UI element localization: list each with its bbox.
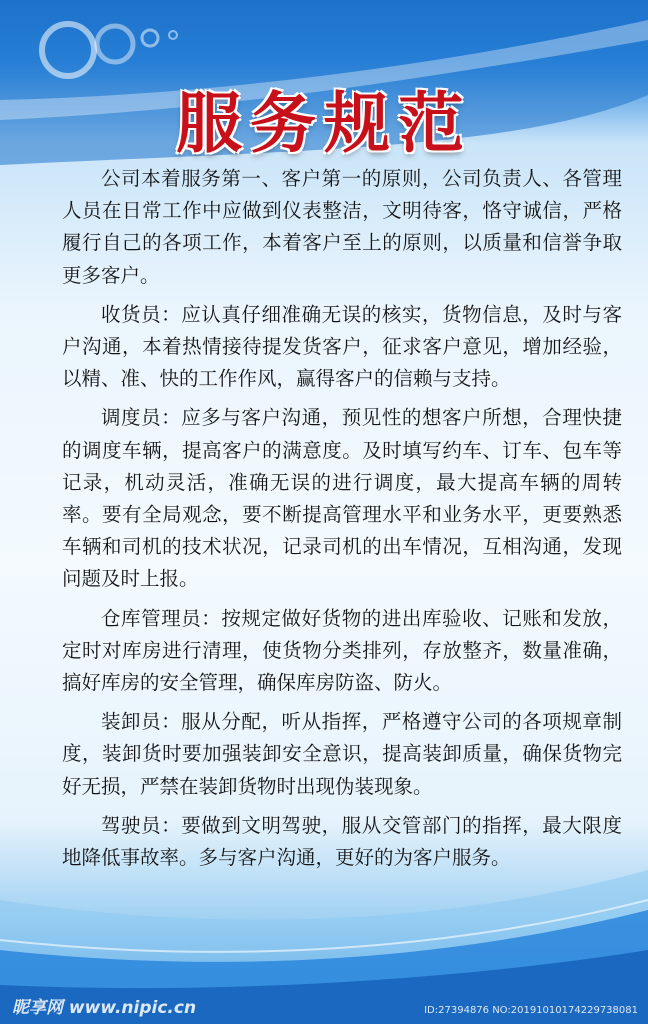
watermark-id: ID:27394876 NO:20191010174229738081 (424, 1005, 638, 1016)
paragraph-receiver: 收货员：应认真仔细准确无误的核实，货物信息，及时与客户沟通，本着热情接待提发货客户，征求客户意见，增加经验，以精、准、快的工作作风，赢得客户的信赖与支持。 (62, 302, 622, 391)
paragraph-intro: 公司本着服务第一、客户第一的原则，公司负责人、各管理人员在日常工作中应做到仪表整洁，文明待客，恪守诚信，严格履行自己的各项工作，本着客户至上的原则，以质量和信誉争取更多客户。 (62, 167, 622, 287)
paragraph-dispatcher: 调度员：应多与客户沟通，预见性的想客户所想，合理快捷的调度车辆，提高客户的满意度。及时填写约车、订车、包车等记录，机动灵活，准确无误的进行调度，最大提高车辆的周转率。要有全局观念，要不断提高管理水平和业务水平，更要熟悉车辆和司机的技术状况，记录司机的出车情况，互相沟通，发现问题及时上报。 (62, 406, 622, 591)
page-title: 服务规范 (176, 84, 472, 162)
paragraph-warehouse-manager: 仓库管理员：按规定做好货物的进出库验收、记账和发放，定时对库房进行清理，使货物分类排列，存放整齐，数量准确，搞好库房的安全管理，确保库房防盗、防火。 (62, 606, 622, 695)
paragraph-driver: 驾驶员：要做到文明驾驶，服从交管部门的指挥，最大限度地降低事故率。多与客户沟通，更好的为客户服务。 (62, 813, 622, 870)
watermark-site: 昵享网 www.nipic.cn (12, 998, 197, 1018)
body-text (62, 163, 622, 881)
paragraph-loader: 装卸员：服从分配，听从指挥，严格遵守公司的各项规章制度，装卸货时要加强装卸安全意识，提高装卸质量，确保货物完好无损，严禁在装卸货物时出现伪装现象。 (62, 710, 622, 798)
